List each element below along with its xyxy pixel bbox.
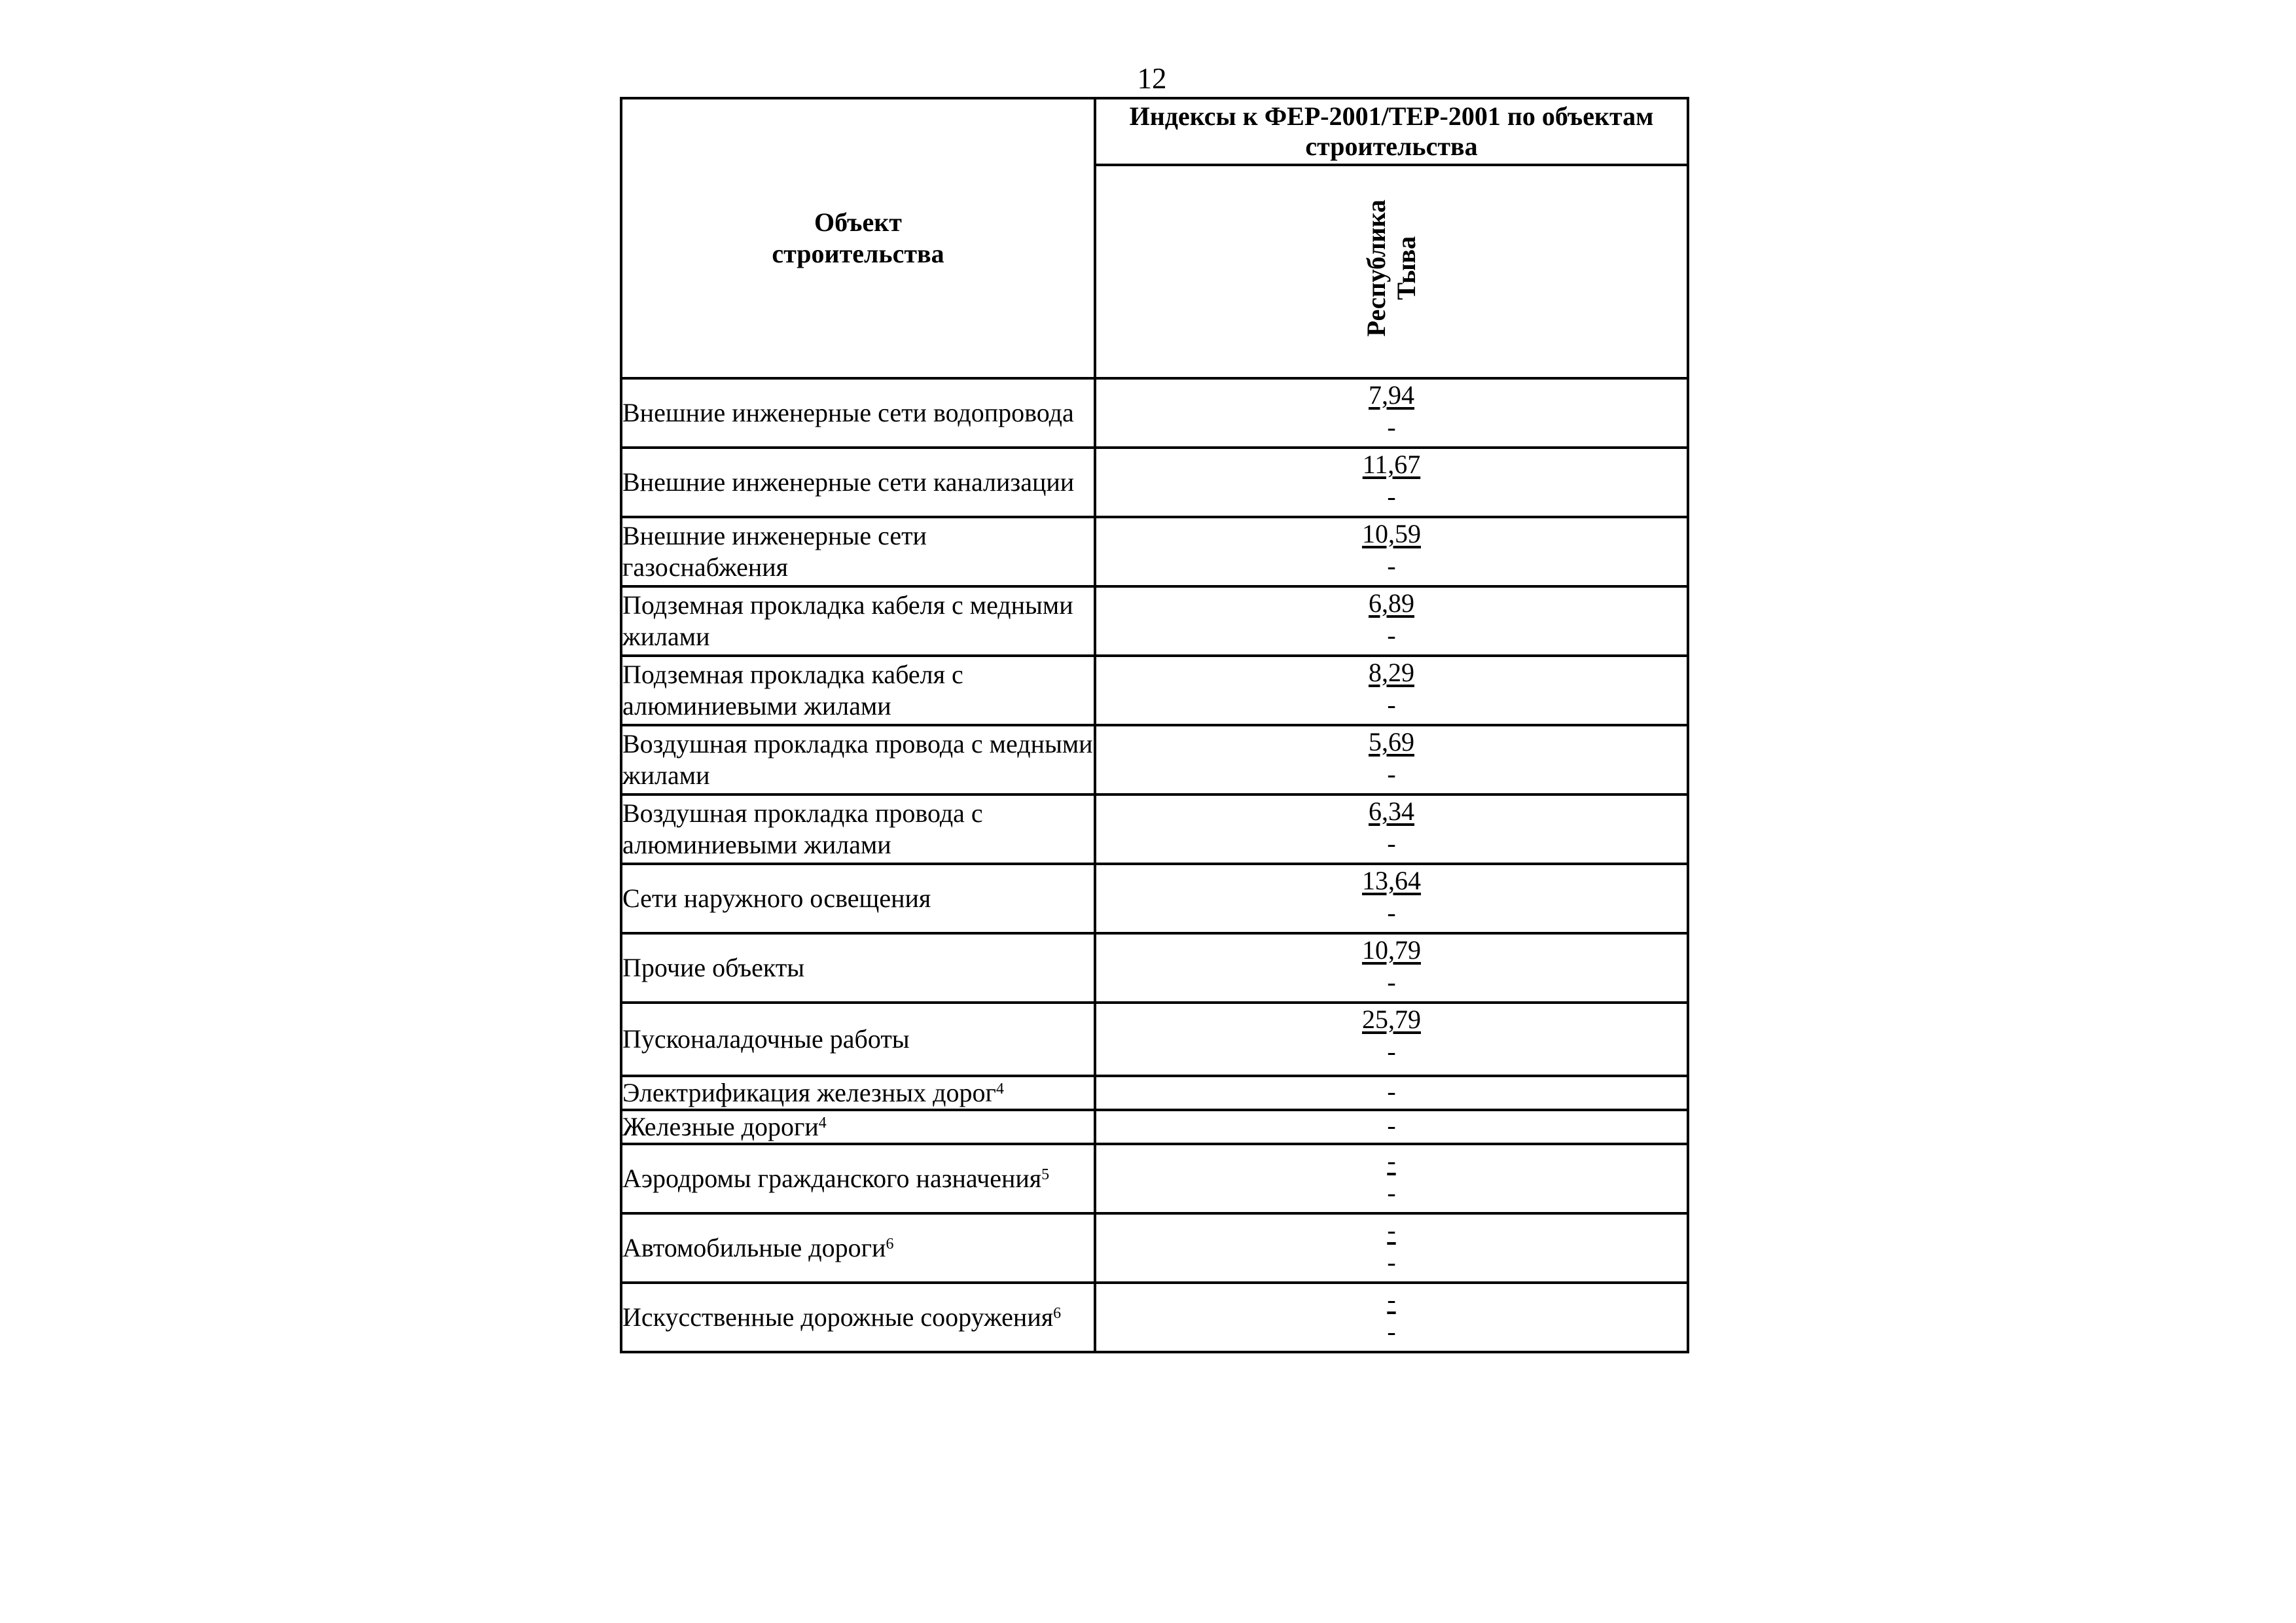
object-cell: Сети наружного освещения: [621, 864, 1095, 933]
index-value: -: [1387, 1111, 1396, 1140]
object-cell: Внешние инженерные сети канализации: [621, 448, 1095, 517]
table-row: [621, 933, 1688, 1003]
value-cell: [1095, 794, 1688, 864]
object-cell: Подземная прокладка кабеля с алюминиевыми жилами: [621, 656, 1095, 725]
index-value: 7,94: [1369, 380, 1414, 410]
footnote-marker: 5: [1041, 1166, 1050, 1183]
index-value-secondary: -: [1387, 1317, 1396, 1346]
value-cell: [1095, 1076, 1688, 1110]
index-value: 10,79: [1362, 935, 1421, 965]
value-cell: [1095, 864, 1688, 933]
index-value-secondary: -: [1387, 967, 1396, 997]
table-row: [621, 1076, 1688, 1110]
footnote-marker: 4: [996, 1080, 1004, 1097]
index-value-secondary: -: [1387, 898, 1396, 927]
index-value: 6,34: [1369, 796, 1414, 826]
index-table: [620, 97, 1689, 1353]
index-value: 6,89: [1369, 588, 1414, 618]
index-value: 13,64: [1362, 866, 1421, 895]
table-row: [621, 656, 1688, 725]
table-row: [621, 864, 1688, 933]
value-cell: [1095, 1144, 1688, 1213]
index-value-secondary: -: [1387, 1247, 1396, 1277]
index-value: 11,67: [1362, 450, 1421, 479]
footnote-marker: 6: [886, 1236, 894, 1253]
table-row: [621, 1110, 1688, 1144]
object-cell: Внешние инженерные сети газоснабжения: [621, 517, 1095, 586]
value-cell: [1095, 725, 1688, 794]
object-cell: Пусконаладочные работы: [621, 1003, 1095, 1076]
index-value-secondary: -: [1387, 759, 1396, 789]
object-cell: Искусственные дорожные сооружения$^6$: [621, 1283, 1095, 1352]
table-row: [621, 1144, 1688, 1213]
index-value: 5,69: [1369, 727, 1414, 757]
page-number: 12: [1137, 62, 1167, 95]
index-value: -: [1387, 1146, 1396, 1175]
value-cell: [1095, 1213, 1688, 1283]
index-value-secondary: -: [1387, 829, 1396, 858]
object-cell: Аэродромы гражданского назначения$^5$: [621, 1144, 1095, 1213]
header-index-group: [1095, 98, 1688, 165]
header-region-label: Республика Тыва: [1361, 199, 1421, 337]
footnote-marker: 6: [1053, 1305, 1062, 1322]
table-row: [621, 586, 1688, 656]
value-cell: [1095, 378, 1688, 448]
index-value: 8,29: [1369, 658, 1414, 687]
index-value-secondary: -: [1387, 1178, 1396, 1207]
object-cell: Подземная прокладка кабеля с медными жилами: [621, 586, 1095, 656]
table-row: [621, 1003, 1688, 1076]
header-index-label: Индексы к ФЕР-2001/ТЕР-2001 по объектам строительства: [1129, 101, 1654, 161]
table-row: [621, 378, 1688, 448]
value-cell: [1095, 656, 1688, 725]
value-cell: [1095, 517, 1688, 586]
index-value: 10,59: [1362, 519, 1421, 548]
index-value: -: [1387, 1077, 1396, 1106]
index-value-secondary: -: [1387, 1037, 1396, 1066]
header-region: [1095, 165, 1688, 378]
object-cell: Внешние инженерные сети водопровода: [621, 378, 1095, 448]
header-object-column: [621, 98, 1095, 378]
object-cell: Прочие объекты: [621, 933, 1095, 1003]
table-row: [621, 1283, 1688, 1352]
table-row: [621, 517, 1688, 586]
index-value-secondary: -: [1387, 690, 1396, 719]
index-value: -: [1387, 1215, 1396, 1245]
object-cell: Воздушная прокладка провода с алюминиевыми жилами: [621, 794, 1095, 864]
value-cell: [1095, 586, 1688, 656]
table-row: [621, 1213, 1688, 1283]
object-cell: Электрификация железных дорог$^4$: [621, 1076, 1095, 1110]
index-value-secondary: -: [1387, 620, 1396, 650]
object-cell: Железные дороги$^4$: [621, 1110, 1095, 1144]
table-row: [621, 448, 1688, 517]
table-row: [621, 794, 1688, 864]
header-object-label: Объект строительства: [772, 207, 944, 268]
index-value-secondary: -: [1387, 412, 1396, 442]
index-value: 25,79: [1362, 1005, 1421, 1034]
index-value: -: [1387, 1285, 1396, 1314]
value-cell: [1095, 448, 1688, 517]
object-cell: Автомобильные дороги$^6$: [621, 1213, 1095, 1283]
value-cell: [1095, 933, 1688, 1003]
footnote-marker: 4: [818, 1115, 827, 1132]
value-cell: [1095, 1110, 1688, 1144]
object-cell: Воздушная прокладка провода с медными жилами: [621, 725, 1095, 794]
index-value-secondary: -: [1387, 551, 1396, 580]
table-row: [621, 725, 1688, 794]
value-cell: [1095, 1003, 1688, 1076]
value-cell: [1095, 1283, 1688, 1352]
index-value-secondary: -: [1387, 482, 1396, 511]
